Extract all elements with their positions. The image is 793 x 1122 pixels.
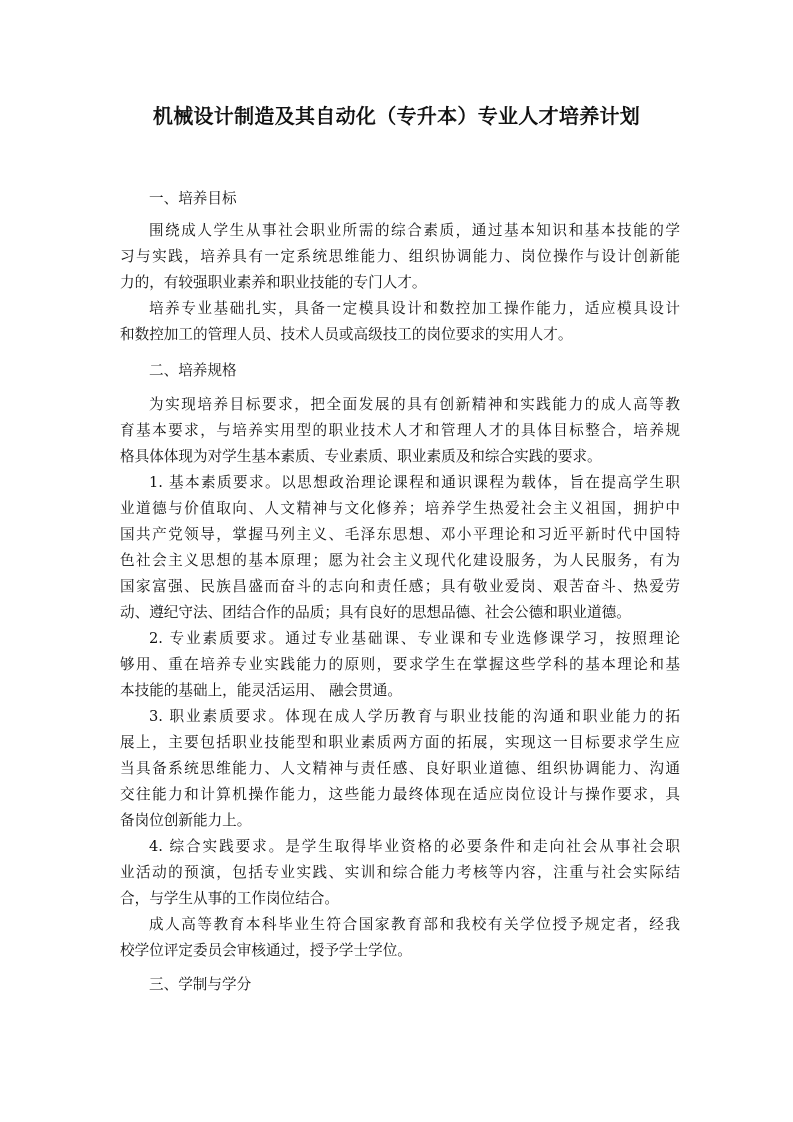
- paragraph-line: 围绕成人学生从事社会职业所需的综合素质，通过基本知识和基本技能的学: [149, 222, 680, 239]
- paragraph-line: 合，与学生从事的工作岗位结合。: [120, 890, 339, 907]
- paragraph-line: 格具体体现为对学生基本素质、专业素质、职业素质及和综合实践的要求。: [120, 448, 602, 465]
- paragraph: [120, 834, 680, 912]
- paragraph-line: 成人高等教育本科毕业生符合国家教育部和我校有关学位授予规定者，经我: [149, 916, 680, 933]
- paragraph-line: 本技能的基础上，能灵活运用、 融会贯通。: [120, 682, 402, 699]
- paragraph: [120, 296, 680, 348]
- paragraph-line: 培养专业基础扎实，具备一定模具设计和数控加工操作能力，适应模具设计: [149, 300, 680, 317]
- document-body: [120, 186, 680, 998]
- paragraph: [120, 392, 680, 470]
- paragraph-line: 备岗位创新能力上。: [120, 812, 252, 829]
- document-title: 机械设计制造及其自动化（专升本）专业人才培养计划: [152, 104, 641, 128]
- paragraph-line: 3. 职业素质要求。体现在成人学历教育与职业技能的沟通和职业能力的拓: [149, 708, 680, 725]
- paragraph-line: 育基本要求，与培养实用型的职业技术人才和管理人才的具体目标整合，培养规: [120, 422, 680, 439]
- paragraph-line: 国共产党领导，掌握马列主义、毛泽东思想、邓小平理论和习近平新时代中国特: [120, 526, 680, 543]
- paragraph: [120, 626, 680, 704]
- paragraph-line: 校学位评定委员会审核通过，授予学士学位。: [120, 942, 412, 959]
- paragraph-line: 为实现培养目标要求，把全面发展的具有创新精神和实践能力的成人高等教: [149, 396, 680, 413]
- paragraph: [120, 470, 680, 626]
- paragraph-line: 1. 基本素质要求。以思想政治理论课程和通识课程为载体，旨在提高学生职: [149, 474, 680, 491]
- paragraph-line: 当具备系统思维能力、人文精神与责任感、良好职业道德、组织协调能力、沟通: [120, 760, 680, 777]
- paragraph: [120, 704, 680, 834]
- paragraph-line: 和数控加工的管理人员、技术人员或高级技工的岗位要求的实用人才。: [120, 326, 573, 343]
- paragraph-line: 习与实践，培养具有一定系统思维能力、组织协调能力、岗位操作与设计创新能: [120, 248, 680, 265]
- paragraph-line: 力的，有较强职业素养和职业技能的专门人才。: [120, 274, 427, 291]
- paragraph-line: 2. 专业素质要求。通过专业基础课、专业课和专业选修课学习，按照理论: [149, 630, 680, 647]
- section-heading: 三、学制与学分: [149, 976, 252, 993]
- paragraph-line: 业活动的预演，包括专业实践、实训和综合能力考核等内容，注重与社会实际结: [120, 864, 680, 881]
- paragraph: [120, 912, 680, 964]
- section-heading: 二、培养规格: [149, 362, 237, 379]
- paragraph-line: 国家富强、民族昌盛而奋斗的志向和责任感；具有敬业爱岗、艰苦奋斗、热爱劳: [120, 578, 680, 595]
- paragraph-line: 4. 综合实践要求。是学生取得毕业资格的必要条件和走向社会从事社会职: [149, 838, 680, 855]
- paragraph: [120, 218, 680, 296]
- paragraph-line: 动、遵纪守法、团结合作的品质；具有良好的思想品德、社会公德和职业道德。: [120, 604, 631, 621]
- paragraph-line: 够用、重在培养专业实践能力的原则，要求学生在掌握这些学科的基本理论和基: [120, 656, 680, 673]
- paragraph-line: 展上，主要包括职业技能型和职业素质两方面的拓展，实现这一目标要求学生应: [120, 734, 680, 751]
- section-heading: 一、培养目标: [149, 190, 237, 207]
- paragraph-line: 交往能力和计算机操作能力，这些能力最终体现在适应岗位设计与操作要求，具: [120, 786, 680, 803]
- paragraph-line: 业道德与价值取向、人文精神与文化修养；培养学生热爱社会主义祖国，拥护中: [120, 500, 680, 517]
- paragraph-line: 色社会主义思想的基本原理；愿为社会主义现代化建设服务，为人民服务，有为: [120, 552, 680, 569]
